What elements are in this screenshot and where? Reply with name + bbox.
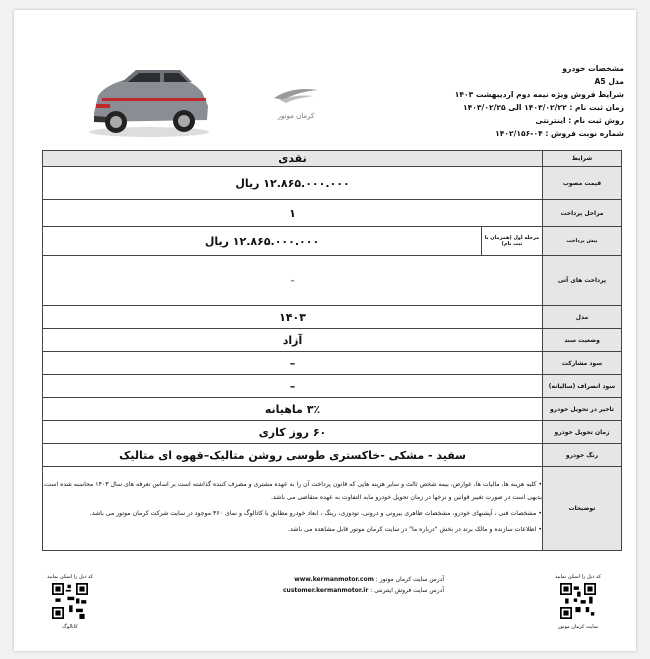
table-row — [43, 352, 622, 375]
notes-cell — [43, 467, 543, 551]
delivery-delay-value: ۳٪ ماهیانه — [43, 398, 543, 421]
table-row — [43, 329, 622, 352]
site-label: آدرس سایت کرمان موتور : — [375, 576, 444, 583]
table-row — [43, 200, 622, 227]
spec-block — [264, 62, 624, 140]
site-links — [204, 574, 444, 596]
note-item: • اطلاعات سازنده و مالک برند در بخش "درباره ما" در سایت کرمان موتور قابل مشاهده می باشد. — [288, 526, 542, 533]
future-payments-value: - — [43, 256, 543, 306]
model-label: مدل — [543, 306, 622, 329]
first-stage-value: ۱۲.۸۶۵.۰۰۰.۰۰۰ ریال — [43, 227, 482, 256]
sales-site-label: آدرس سایت فروش اینترنتی : — [370, 587, 444, 594]
cancellation-profit-label: سود انصراف (سالیانه) — [543, 375, 622, 398]
spec-title: مشخصات خودرو — [562, 64, 624, 73]
qr-caption: کد ذیل را اسکن نمایید — [554, 574, 602, 580]
condition-value: نقدی — [43, 151, 543, 167]
table-row — [43, 444, 622, 467]
model-value: ۱۴۰۳ — [43, 306, 543, 329]
table-row — [43, 375, 622, 398]
delivery-delay-label: تاخیر در تحویل خودرو — [543, 398, 622, 421]
cancellation-profit-value: – — [43, 375, 543, 398]
header — [14, 10, 636, 150]
table-row — [43, 467, 622, 551]
logo-text: کرمان موتور — [277, 112, 315, 120]
spec-sale-terms: شرایط فروش ویژه نیمه دوم اردیبهشت ۱۴۰۳ — [454, 90, 624, 99]
spec-sale-turn: شماره نوبت فروش : ۰۴-۱۴۰۲/۱۵۶ — [495, 129, 624, 138]
footer — [14, 572, 636, 651]
approved-price-value: ۱۲.۸۶۵.۰۰۰.۰۰۰ ریال — [43, 167, 543, 200]
first-stage-label: مرحله اول (همزمان با ثبت نام) — [482, 227, 543, 256]
car-image — [84, 58, 214, 140]
future-payments-label: پرداخت های آتی — [543, 256, 622, 306]
payment-stages-value: ۱ — [43, 200, 543, 227]
spec-model: مدل A5 — [594, 77, 624, 86]
table-row — [43, 256, 622, 306]
prepayment-label: پیش پرداخت — [543, 227, 622, 256]
spec-registration-method: روش ثبت نام : اینترنتی — [535, 116, 624, 125]
site-link-row — [204, 574, 444, 585]
qr-code-icon[interactable] — [52, 583, 88, 619]
document-status-label: وضعیت سند — [543, 329, 622, 352]
table-row — [43, 421, 622, 444]
payment-stages-label: مراحل پرداخت — [543, 200, 622, 227]
spec-registration-time: زمان ثبت نام : ۱۴۰۳/۰۲/۲۲ الی ۱۴۰۳/۰۲/۲۵ — [463, 103, 624, 112]
delivery-time-value: ۶۰ روز کاری — [43, 421, 543, 444]
price-sheet — [14, 10, 636, 651]
qr-catalog — [40, 574, 100, 630]
table-row — [43, 167, 622, 200]
participation-profit-value: – — [43, 352, 543, 375]
note-item: • کلیه هزینه ها، مالیات ها، عوارض، بیمه شخص ثالث و سایر هزینه هایی که قانون پرداخت آن را به عهده مشتری و مصرف کننده گذاشته است بر اساس تعرفه های سال ۱۴۰۳ محاسبه شده است، بدیهی است در صورت تغییر قوانین و نرخها در زمان تحویل خودرو مابه التفاوت به عهده متقاضی می باشد. — [43, 481, 542, 501]
document-status-value: آزاد — [43, 329, 543, 352]
site-url-link[interactable]: www.kermanmotor.com — [294, 576, 374, 583]
sales-site-url-link[interactable]: customer.kermanmotor.ir — [283, 587, 369, 594]
qr-label: کاتالوگ — [62, 624, 78, 630]
participation-profit-label: سود مشارکت — [543, 352, 622, 375]
sales-link-row — [204, 585, 444, 596]
note-item: • مشخصات فنی ، آپشنهای خودرو، مشخصات ظاهری بیرونی و درونی، تودوزی، رینگ ، ابعاد خودرو مطابق با کاتالوگ و نمای ۳۶۰ موجود در سایت شرکت کرمان موتور می باشد. — [89, 510, 542, 517]
qr-label: سایت کرمان موتور — [558, 624, 598, 630]
conditions-table — [42, 150, 622, 551]
qr-website — [548, 574, 608, 630]
table-row — [43, 227, 622, 256]
color-label: رنگ خودرو — [543, 444, 622, 467]
approved-price-label: قیمت مصوب — [543, 167, 622, 200]
table-row — [43, 398, 622, 421]
delivery-time-label: زمان تحویل خودرو — [543, 421, 622, 444]
condition-label: شرایط — [543, 151, 622, 167]
table-row — [43, 151, 622, 167]
notes-label: توضیحات — [543, 467, 622, 551]
table-row — [43, 306, 622, 329]
qr-code-icon[interactable] — [560, 583, 596, 619]
color-value: سفید - مشکی -خاکستری طوسی روشن متالیک–قهوه ای متالیک — [43, 444, 543, 467]
qr-caption: کد ذیل را اسکن نمایید — [46, 574, 94, 580]
